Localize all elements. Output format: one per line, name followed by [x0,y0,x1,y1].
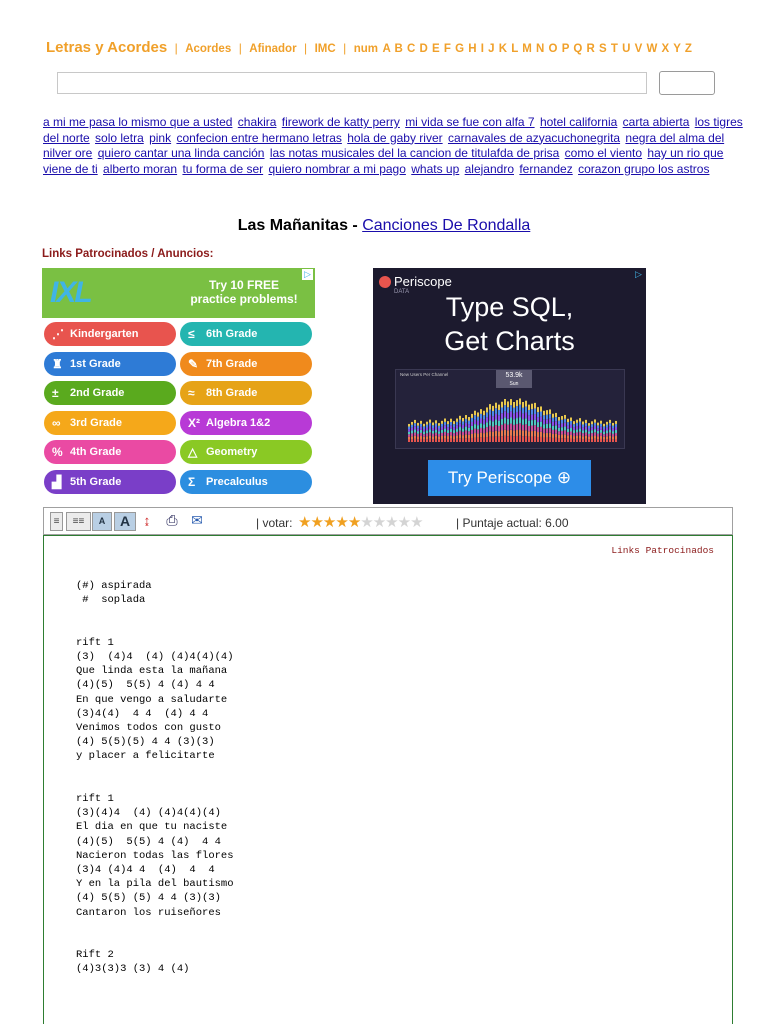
ad-periscope[interactable] [373,268,646,504]
alphabet-link-x[interactable]: X [657,43,670,55]
font-larger-icon[interactable]: A [114,512,136,531]
tooltip-sub: Sun [509,381,519,387]
harmonica-tab-text: (#) aspirada # soplada rift 1 (3) (4)4 (4) (4)4(4)(4) Que linda esta la mañana (4)(5) 5(5) 4 (4) 4 4 En que vengo a saludarte (3)4(4) 4 4 (4) 4 4 Venimos todos con gusto (4) 5(5)(5) 4 4 (3)(3) y placer a felicitarte rift 1 (3)(4)4 (4) (4)4(4)(4) El dia en que tu naciste (4)(5) 5(5) 4 (4) 4 4 Nacieron todas las flores (3)4 (4)4 4 (4) 4 4 Y en la pila del bautismo (4) 5(5) (5) 4 4 (3)(3) Cantaron los ruiseñores Rift 2 (4)3(3)3 (3) 4 (4) [76,580,234,976]
nav-link-afinador[interactable]: Afinador [249,43,297,55]
periscope-headline [373,290,646,358]
grade-button[interactable] [180,470,312,494]
nav-separator: | [304,41,308,55]
ixl-tagline-2: practice problems! [190,292,298,306]
star-icon[interactable]: ★ [397,514,411,531]
font-smaller-icon[interactable]: A [92,512,112,531]
star-icon[interactable]: ★ [310,514,323,531]
alphabet-link-m[interactable]: M [518,43,533,55]
ad-ixl[interactable] [42,268,315,500]
search-tag-link[interactable]: hotel california [539,115,618,129]
nav-link-num[interactable]: num [353,43,378,55]
alphabet-link-l[interactable]: L [507,43,519,55]
star-icon[interactable]: ★ [347,514,361,531]
search-tag-link[interactable]: solo letra [95,130,144,145]
star-icon[interactable]: ★ [322,514,336,531]
periscope-chart-tooltip [496,370,532,388]
search-tag-link[interactable]: alejandro [464,161,514,176]
tooltip-value: 53.9k [505,372,523,379]
grade-label: 4th Grade [70,446,122,458]
grade-icon: ∞ [52,415,61,430]
alphabet-link-h[interactable]: H [464,43,478,55]
nav-separator: | [343,41,347,55]
song-title: Las Mañanitas [237,217,348,234]
alphabet-link-w[interactable]: W [642,43,658,55]
adchoices-icon[interactable]: ▷ [302,269,313,280]
alphabet-link-d[interactable]: D [415,43,429,55]
grade-button[interactable] [180,411,312,435]
star-icon[interactable]: ★ [335,514,348,531]
periscope-logo [379,274,452,289]
search-input[interactable] [57,72,647,94]
grade-button[interactable] [180,381,312,405]
search-tag-link[interactable]: corazon grupo los astros [578,161,710,176]
one-column-icon[interactable]: ≡ [50,512,63,531]
grade-label: Precalculus [206,475,268,488]
alphabet-link-c[interactable]: C [403,43,416,55]
transpose-icon[interactable]: ↨ [143,513,151,528]
search-tag-link[interactable]: los tigres del norte [43,115,743,145]
nav-separator: | [238,41,242,55]
grade-label: Kindergarten [70,328,139,340]
periscope-chart-image [395,369,625,449]
search-button[interactable] [659,71,715,95]
star-icon[interactable]: ★ [360,514,373,531]
alphabet-link-p[interactable]: P [558,43,570,55]
periscope-sub: DATA [394,289,410,295]
grade-button[interactable] [44,322,176,346]
alphabet-link-a[interactable]: A [382,43,391,55]
alphabet-link-z[interactable]: Z [681,43,693,55]
periscope-cta-button[interactable]: Try Periscope ⊕ [428,460,591,496]
alphabet-link-k[interactable]: K [495,43,508,55]
grade-icon: ⋰ [52,327,64,341]
search-tag-link[interactable]: como el viento [564,146,643,160]
nav-link-imc[interactable]: IMC [314,43,336,55]
search-tag-link[interactable]: carnavales de azyacuchonegrita [447,130,621,145]
alphabet-link-n[interactable]: N [532,43,545,55]
grade-button[interactable] [44,411,176,435]
alphabet-index [382,43,692,55]
vote-label: | votar: [256,516,293,530]
periscope-chart-title: New Users Per Channel [400,372,449,377]
sponsor-label: Links Patrocinados / Anuncios: [42,248,214,260]
grade-button[interactable] [180,322,312,346]
grade-button[interactable] [180,440,312,464]
periscope-headline-1: Type SQL, [445,292,574,322]
grade-button[interactable] [44,381,176,405]
ixl-logo: IXL [50,276,91,309]
grade-label: 2nd Grade [70,387,125,399]
alphabet-link-t[interactable]: T [607,43,619,55]
grade-icon: ♜ [52,356,63,371]
alphabet-link-f[interactable]: F [440,43,452,55]
search-tag-link[interactable]: las notas musicales del la cancion de titulafda de prisa [269,146,560,160]
search-tag-link[interactable]: mi vida se fue con alfa 7 [405,115,535,129]
alphabet-link-j[interactable]: J [484,43,496,55]
song-toolbar [43,507,733,535]
title-dash: - [347,217,363,234]
alphabet-link-o[interactable]: O [544,43,558,55]
search-tag-link[interactable]: confecion entre hermano letras [176,130,342,145]
star-icon[interactable]: ★ [298,514,311,531]
grade-label: Geometry [206,446,258,458]
star-icon[interactable]: ★ [372,514,386,531]
periscope-logo-icon [379,276,391,288]
search-tag-link[interactable]: chakira [237,115,277,129]
grade-button[interactable] [180,352,312,376]
search-tag-link[interactable]: a mi me pasa lo mismo que a usted [43,115,233,129]
nav-separator: | [174,41,178,55]
search-tag-link[interactable]: tu forma de ser [182,161,264,176]
alphabet-link-b[interactable]: B [390,43,404,55]
grade-label: 1st Grade [70,357,121,370]
grade-label: Algebra 1&2 [206,416,271,429]
nav-link-acordes[interactable]: Acordes [185,43,232,55]
periscope-brand: Periscope [394,274,452,289]
search-tag-link[interactable]: quiero nombrar a mi pago [268,161,406,176]
grade-button[interactable] [44,440,176,464]
ixl-banner[interactable] [42,268,315,318]
ixl-tagline-1: Try 10 FREE [208,278,280,292]
grade-icon: ▟ [52,474,62,489]
grade-icon: Σ [188,474,196,489]
artist-link[interactable]: Canciones De Rondalla [362,217,531,234]
grade-icon: ≈ [188,386,195,400]
alphabet-link-r[interactable]: R [582,43,596,55]
grade-icon: ≤ [188,327,195,341]
search-tag-link[interactable]: fernandez [519,161,573,176]
search-tag-link[interactable]: pink [149,130,172,145]
alphabet-link-q[interactable]: Q [569,43,583,55]
two-column-icon[interactable]: ≡≡ [66,512,91,531]
adchoices-icon[interactable]: ▷ [633,269,644,280]
grade-label: 7th Grade [206,357,258,370]
star-icon[interactable]: ★ [385,514,398,531]
grade-icon: X² [188,415,200,430]
search-tag-link[interactable]: carta abierta [622,115,690,129]
alphabet-link-u[interactable]: U [618,43,631,55]
search-tag-link[interactable]: whats up [411,161,460,176]
grade-icon: ± [52,386,59,400]
search-tag-link[interactable]: hay un rio que viene de ti [43,146,724,176]
grade-icon: △ [188,445,198,459]
star-icon[interactable]: ★ [410,514,423,531]
search-tag-link[interactable]: firework de katty perry [281,115,400,129]
alphabet-link-v[interactable]: V [630,43,643,55]
search-tag-link[interactable]: quiero cantar una linda canción [97,146,265,160]
rating-stars[interactable] [298,513,423,531]
alphabet-link-y[interactable]: Y [669,43,682,55]
print-icon[interactable]: ⎙ [166,512,178,528]
grade-icon: ✎ [188,356,199,371]
lyrics-panel [43,535,733,1024]
grade-label: 5th Grade [70,475,122,488]
brand-link[interactable]: Letras y Acordes [46,39,168,56]
search-tag-link[interactable]: alberto moran [103,161,178,176]
grade-button[interactable] [44,470,176,494]
score-label: | Puntaje actual: 6.00 [456,516,569,530]
periscope-headline-2: Get Charts [444,326,575,356]
grade-label: 6th Grade [206,328,258,340]
search-tag-link[interactable]: negra del alma del nilver ore [43,130,725,160]
alphabet-link-g[interactable]: G [451,43,465,55]
alphabet-link-s[interactable]: S [595,43,608,55]
share-icon[interactable]: ✉ [191,512,203,528]
popular-searches [43,115,743,177]
grade-button[interactable] [44,352,176,376]
song-title-heading [0,217,768,235]
alphabet-link-i[interactable]: I [477,43,485,55]
grade-label: 3rd Grade [70,416,122,429]
top-nav [46,39,692,57]
grade-label: 8th Grade [206,387,258,399]
ixl-tagline [174,278,314,306]
search-tag-link[interactable]: hola de gaby river [347,130,443,145]
grade-icon: % [52,445,63,459]
tab-sponsor-label[interactable]: Links Patrocinados [611,545,714,556]
alphabet-link-e[interactable]: E [428,43,441,55]
